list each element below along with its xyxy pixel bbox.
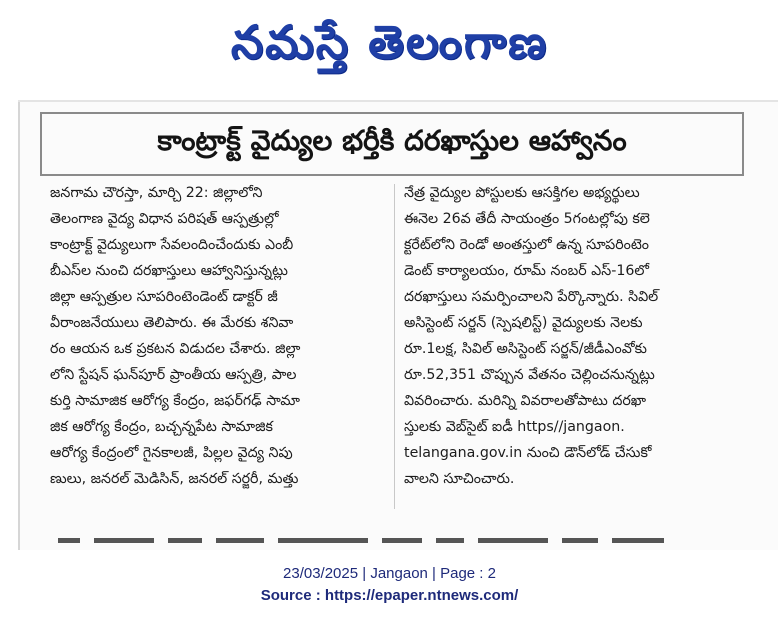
article-line: రూ.52,351 చొప్పున వేతనం చెల్లించనున్నట్లు: [404, 367, 655, 383]
article-line: తెలంగాణ వైద్య విధాన పరిషత్ ఆస్పత్రుల్లో: [50, 211, 279, 227]
article-line: నేత్ర వైద్యుల పోస్టులకు ఆసక్తిగల అభ్యర్థులు: [404, 185, 640, 201]
newspaper-clipping: [18, 100, 778, 550]
article-line: కుర్తి సామాజిక ఆరోగ్య కేంద్రం, జఫర్‌గఢ్ సామా: [50, 393, 300, 409]
article-line: క్టరేట్‌లోని రెండో అంతస్తులో ఉన్న సూపరింటెం: [404, 237, 649, 253]
next-article-cut-off: [58, 538, 758, 550]
article-line: జిక ఆరోగ్య కేంద్రం, బచ్చన్నపేట సామాజిక: [50, 419, 273, 435]
footer-date-line: 23/03/2025 | Jangaon | Page : 2: [283, 565, 496, 582]
article-line: బీఎస్‌ల నుంచి దరఖాస్తులు ఆహ్వానిస్తున్నట్లు: [50, 263, 288, 279]
masthead-title: నమస్తే తెలంగాణ: [230, 15, 549, 69]
article-line: ఈనెల 26వ తేదీ సాయంత్రం 5గంటల్లోపు కలె: [404, 211, 650, 227]
article-line: దరఖాస్తులు సమర్పించాలని పేర్కొన్నారు. సివిల్: [404, 289, 659, 305]
article-line: డెంట్ కార్యాలయం, రూమ్ నంబర్ ఎస్-16లో: [404, 263, 649, 279]
article-line: ణులు, జనరల్ మెడిసిన్, జనరల్ సర్జరీ, మత్తు: [50, 471, 299, 487]
article-headline: కాంట్రాక్ట్ వైద్యుల భర్తీకి దరఖాస్తుల ఆహ్వానం: [157, 124, 627, 157]
article-line: వివరించారు. మరిన్ని వివరాలతోపాటు దరఖా: [404, 393, 647, 409]
article-column-1: [50, 180, 386, 550]
headline-box: [40, 112, 744, 176]
clipping-left-rule: [18, 100, 20, 550]
article-line: అసిస్టెంట్ సర్జన్ (స్పెషలిస్ట్) వైద్యులకు నెలకు: [404, 315, 643, 331]
clipping-top-rule: [18, 100, 778, 102]
column-divider: [394, 184, 395, 509]
article-line: రం ఆయన ఒక ప్రకటన విడుదల చేశారు. జిల్లా: [50, 341, 301, 357]
article-line: లోని స్టేషన్ ఘన్‌పూర్ ప్రాంతీయ ఆస్పత్రి, పాల: [50, 367, 297, 383]
article-line: ఆరోగ్య కేంద్రంలో గైనకాలజీ, పిల్లల వైద్య నిపు: [50, 445, 293, 461]
article-line: జిల్లా ఆస్పత్రుల సూపరింటెండెంట్ డాక్టర్ జీ: [50, 289, 278, 305]
article-line: వీరాంజనేయులు తెలిపారు. ఈ మేరకు శనివా: [50, 315, 294, 331]
article-line: వాలని సూచించారు.: [404, 471, 515, 487]
footer: [0, 563, 779, 607]
article-column-2: [404, 180, 756, 550]
article-line: కాంట్రాక్ట్ వైద్యులుగా సేవలందించేందుకు ఎంబీ: [50, 237, 294, 253]
article-line: స్తులకు వెబ్‌సైట్ ఐడీ https//jangaon.: [404, 419, 625, 435]
article-line: జనగామ చౌరస్తా, మార్చి 22: జిల్లాలోని: [50, 185, 263, 201]
footer-source-line: Source : https://epaper.ntnews.com/: [260, 587, 519, 604]
article-line: telangana.gov.in నుంచి డౌన్‌లోడ్ చేసుకో: [404, 445, 652, 461]
masthead: [0, 0, 779, 96]
article-line: రూ.1లక్ష, సివిల్ అసిస్టెంట్ సర్జన్/జీడీఎంవోకు: [404, 341, 647, 357]
